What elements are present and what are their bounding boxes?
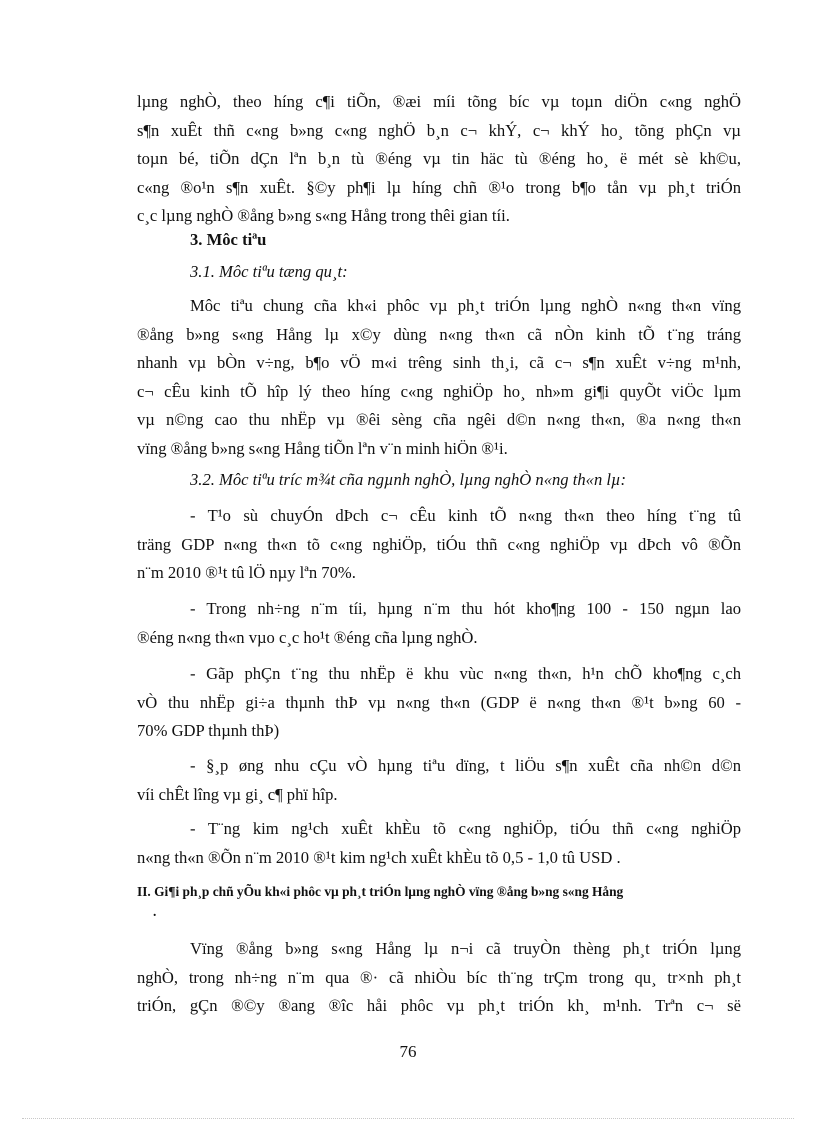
- text-line: Môc tiªu chung cña kh«i phôc vµ ph¸t triÓn lµng nghÒ n«ng th«n vïng: [190, 296, 741, 315]
- text-line: víi chÊt lîng vµ gi¸ c¶ phï hîp.: [137, 784, 338, 804]
- text-line: n«ng th«n ®Õn n¨m 2010 ®¹t kim ng¹ch xuÊt khÈu tõ 0,5 - 1,0 tû USD .: [137, 847, 621, 867]
- text-line: ®ång b»ng s«ng Hång lµ x©y dùng n«ng th«n cã nÒn kinh tÕ t¨ng tráng: [137, 324, 741, 344]
- text-line: .: [153, 904, 157, 919]
- text-line: c¸c lµng nghÒ ®ång b»ng s«ng Hång trong thêi gian tíi.: [137, 206, 510, 226]
- bullet-gdp-shift: [137, 502, 741, 588]
- text-line: n¨m 2010 ®¹t tû lÖ nµy lªn 70%.: [137, 563, 356, 583]
- text-line: c¬ cÊu kinh tÕ hîp lý theo híng c«ng nghiÖp ho¸ nh»m gi¶i quyÕt viÖc lµm: [137, 381, 741, 401]
- bullet-income: [137, 660, 741, 746]
- text-line: c«ng ®o¹n s¶n xuÊt. §©y ph¶i lµ híng chñ ®¹o trong b¶o tån vµ ph¸t triÓn: [137, 177, 741, 197]
- text-line: vïng ®ång b»ng s«ng Hång tiÕn lªn v¨n minh hiÖn ®¹i.: [137, 438, 508, 458]
- text-line: - Gãp phÇn t¨ng thu nhËp ë khu vùc n«ng th«n, h¹n chÕ kho¶ng c¸ch: [190, 664, 741, 683]
- text-line: - T¨ng kim ng¹ch xuÊt khÈu tõ c«ng nghiÖp, tiÓu thñ c«ng nghiÖp: [190, 819, 741, 838]
- page-number: 76: [399, 1042, 417, 1061]
- text-line: nghÒ, trong nh÷ng n¨m qua ®· cã nhiÒu bíc th¨ng trÇm trong qu¸ tr×nh ph¸t: [137, 967, 741, 987]
- text-line: toµn bé, tiÕn dÇn lªn b¸n tù ®éng vµ tin häc tù ®éng ho¸ ë mét sè kh©u,: [137, 149, 741, 169]
- text-line: - T¹o sù chuyÓn dÞch c¬ cÊu kinh tÕ n«ng th«n theo híng t¨ng tû: [190, 506, 741, 525]
- text-line: lµng nghÒ, theo híng c¶i tiÕn, ®æi míi tõng bíc vµ toµn diÖn c«ng nghÖ: [137, 92, 741, 111]
- paragraph-final: [137, 935, 741, 1021]
- text-line: 70% GDP thµnh thÞ): [137, 721, 280, 741]
- page-bottom-divider: [22, 1118, 794, 1119]
- paragraph-intro: [137, 88, 741, 231]
- bullet-export: [137, 815, 741, 872]
- text-line: Vïng ®ång b»ng s«ng Hång lµ n¬i cã truyÒn thèng ph¸t triÓn lµng: [190, 939, 741, 958]
- text-line: - Trong nh÷ng n¨m tíi, hµng n¨m thu hót kho¶ng 100 - 150 ngµn lao: [190, 599, 741, 618]
- paragraph-3-1: [137, 292, 741, 464]
- section-heading-3: 3. Môc tiªu: [190, 230, 267, 249]
- section-heading-2: [137, 882, 741, 922]
- subheading-3-1: 3.1. Môc tiªu tæng qu¸t:: [190, 262, 348, 281]
- text-line: - §¸p øng nhu cÇu vÒ hµng tiªu dïng, t liÖu s¶n xuÊt cña nh©n d©n: [190, 756, 741, 775]
- text-line: vÒ thu nhËp gi÷a thµnh thÞ vµ n«ng th«n (GDP ë n«ng th«n ®¹t b»ng 60 -: [137, 692, 741, 712]
- text-line: triÓn, gÇn ®©y ®ang ®îc håi phôc vµ ph¸t triÓn kh¸ m¹nh. Trªn c¬ së: [137, 996, 741, 1016]
- text-line: II. Gi¶i ph¸p chñ yÕu kh«i phôc vµ ph¸t triÓn lµng nghÒ vïng ®ång b»ng s«ng Hång: [137, 884, 624, 899]
- bullet-labor: [137, 595, 741, 652]
- text-line: nhanh vµ bÒn v÷ng, b¶o vÖ m«i trêng sinh th¸i, cã c¬ s¶n xuÊt v÷ng m¹nh,: [137, 353, 741, 373]
- text-line: s¶n xuÊt thñ c«ng b»ng c«ng nghÖ b¸n c¬ khÝ, c¬ khÝ ho¸ tõng phÇn vµ: [137, 120, 741, 140]
- bullet-consumer-goods: [137, 752, 741, 809]
- text-line: träng GDP n«ng th«n tõ c«ng nghiÖp, tiÓu thñ c«ng nghiÖp vµ dÞch vô ®Õn: [137, 534, 741, 554]
- text-line: ®éng n«ng th«n vµo c¸c ho¹t ®éng cña lµng nghÒ.: [137, 627, 478, 647]
- text-line: vµ n©ng cao thu nhËp vµ ®êi sèng cña ngêi d©n n«ng th«n, ®a n«ng th«n: [137, 410, 741, 430]
- subheading-3-2: 3.2. Môc tiªu tríc m¾t cña ngµnh nghÒ, lµng nghÒ n«ng th«n lµ:: [190, 470, 627, 489]
